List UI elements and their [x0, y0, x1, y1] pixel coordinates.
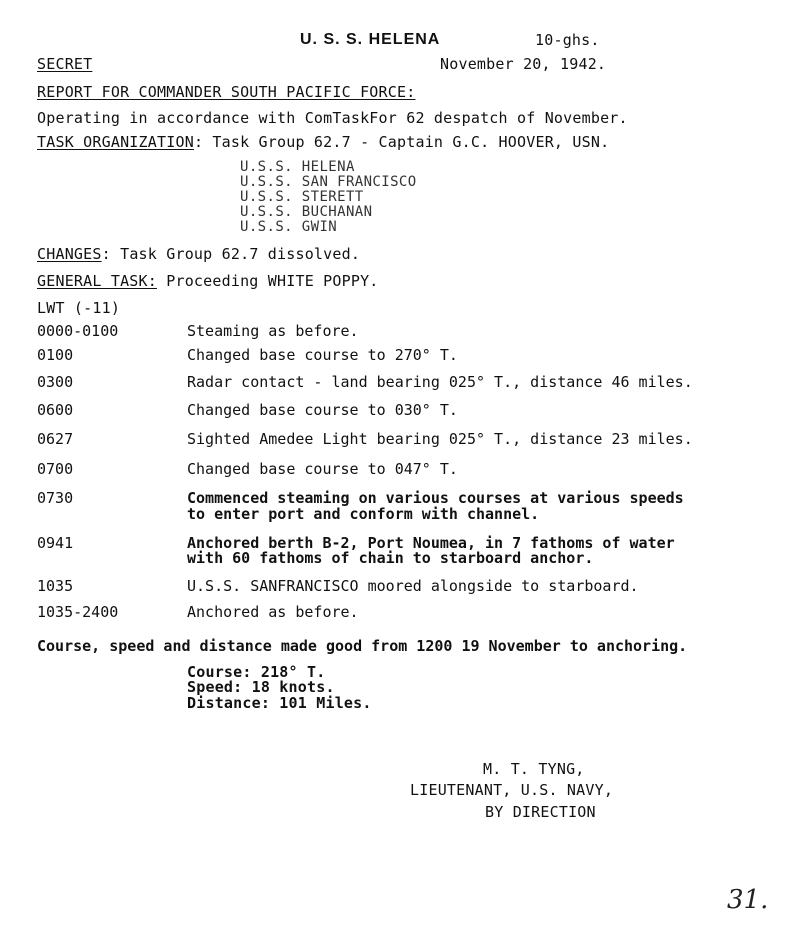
ship-list-item: U.S.S. GWIN: [240, 219, 338, 235]
general-task-value: Proceeding WHITE POPPY.: [157, 272, 379, 290]
log-entry: Sighted Amedee Light bearing 025° T., distance 23 miles.: [187, 430, 693, 448]
operating-line: Operating in accordance with ComTaskFor 62 despatch of November.: [37, 109, 628, 127]
signature-rank: LIEUTENANT, U.S. NAVY,: [410, 781, 614, 799]
changes-label: CHANGES: [37, 245, 102, 263]
report-date: November 20, 1942.: [440, 55, 607, 73]
summary-line: Course, speed and distance made good from 1200 19 November to anchoring.: [37, 637, 688, 655]
log-entry: Changed base course to 030° T.: [187, 401, 458, 419]
log-entry: Radar contact - land bearing 025° T., distance 46 miles.: [187, 373, 693, 391]
log-time: 1035: [37, 577, 74, 595]
changes-value: : Task Group 62.7 dissolved.: [101, 245, 361, 263]
ship-list-item: U.S.S. HELENA: [240, 159, 355, 175]
log-time: 0100: [37, 346, 74, 364]
ship-title: U. S. S. HELENA: [300, 31, 441, 48]
log-entry-continued: to enter port and conform with channel.: [187, 505, 540, 523]
log-entry: U.S.S. SANFRANCISCO moored alongside to starboard.: [187, 577, 639, 595]
signature-authority: BY DIRECTION: [485, 803, 596, 821]
summary-distance: Distance: 101 Miles.: [187, 694, 372, 712]
log-entry: Anchored as before.: [187, 603, 359, 621]
file-reference: 10-ghs.: [535, 31, 600, 49]
classification: SECRET: [37, 55, 93, 73]
summary-speed: Speed: 18 knots.: [187, 678, 335, 696]
summary-course: Course: 218° T.: [187, 663, 326, 681]
report-heading: REPORT FOR COMMANDER SOUTH PACIFIC FORCE:: [37, 83, 416, 101]
page-number: 31.: [727, 885, 769, 915]
log-entry-continued: with 60 fathoms of chain to starboard anchor.: [187, 549, 594, 567]
general-task-line: [37, 273, 379, 290]
task-organization: [37, 134, 609, 151]
log-entry: Anchored berth B-2, Port Noumea, in 7 fathoms of water: [187, 534, 675, 552]
log-time: 0627: [37, 430, 74, 448]
task-org-value: : Task Group 62.7 - Captain G.C. HOOVER, USN.: [193, 133, 610, 151]
log-time: 0600: [37, 401, 74, 419]
ship-list-item: U.S.S. STERETT: [240, 189, 364, 205]
log-entry: Changed base course to 047° T.: [187, 460, 458, 478]
log-entry: Commenced steaming on various courses at various speeds: [187, 489, 684, 507]
log-entry: Steaming as before.: [187, 322, 359, 340]
signature-name: M. T. TYNG,: [483, 760, 585, 778]
log-time: 0941: [37, 534, 74, 552]
changes-line: [37, 246, 360, 263]
log-time: 1035-2400: [37, 603, 119, 621]
ship-list-item: U.S.S. BUCHANAN: [240, 204, 373, 220]
general-task-label: GENERAL TASK:: [37, 272, 157, 290]
log-time: 0700: [37, 460, 74, 478]
time-zone: LWT (-11): [37, 299, 121, 317]
ship-list-item: U.S.S. SAN FRANCISCO: [240, 174, 417, 190]
log-time: 0730: [37, 489, 74, 507]
log-time: 0000-0100: [37, 322, 119, 340]
log-time: 0300: [37, 373, 74, 391]
log-entry: Changed base course to 270° T.: [187, 346, 458, 364]
task-org-label: TASK ORGANIZATION: [37, 133, 194, 151]
